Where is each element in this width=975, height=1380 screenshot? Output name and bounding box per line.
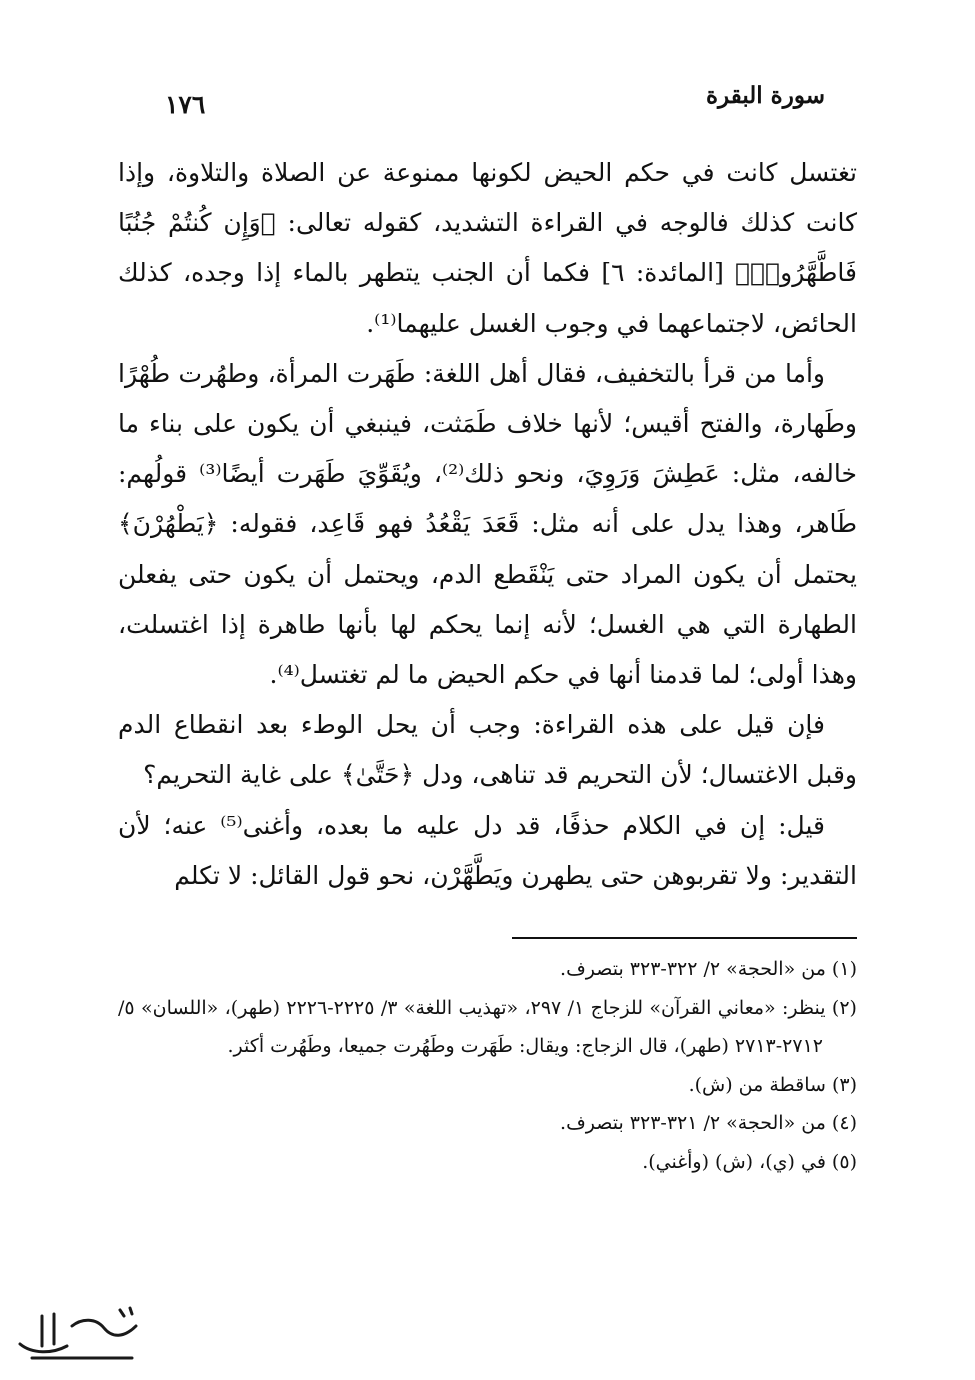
page-header bbox=[165, 82, 825, 122]
footnote-item: (٥) في (ي)، (ش) (وأغني). bbox=[642, 1150, 857, 1173]
paragraph: وأما من قرأ بالتخفيف، فقال أهل اللغة: طَهَرت المرأة، وطهُرت طُهْرًا وطَهارة، والفتح أقيس؛ لأنها خلاف طَمَثت، فينبغي أن يكون على بناء ما خالفه، مثل: عَطِشَ وَرَوِيَ، ونحو ذلك⁽²⁾، ويُقَوِّيَ طَهَرت أيضًا⁽³⁾ قولُهم: طَاهر، وهذا يدل على أنه مثل: قَعَدَ يَقْعُدُ فهو قَاعِد، فقوله: ﴿يَطْهُرْنَ﴾ يحتمل أن يكون المراد حتى يَنْقَطع الدم، ويحتمل أن يكون حتى يفعلن الطهارة التي هي الغسل؛ لأنه إنما يحكم لها بأنها طاهرة إذا اغتسلت، وهذا أولى؛ لما قدمنا أنها في حكم الحيض ما لم تغتسل⁽⁴⁾. bbox=[118, 358, 858, 690]
footnote-item: (٤) من «الحجة» ٢/ ٣٢١-٣٢٣ بتصرف. bbox=[560, 1112, 857, 1134]
footnote-divider bbox=[512, 937, 857, 939]
footnotes-list bbox=[118, 950, 857, 1181]
publisher-logo-icon bbox=[12, 1296, 152, 1366]
footnote-item: (١) من «الحجة» ٢/ ٣٢٢-٣٢٣ بتصرف. bbox=[560, 958, 857, 980]
paragraph: تغتسل كانت في حكم الحيض لكونها ممنوعة عن الصلاة والتلاوة، وإذا كانت كذلك فالوجه في القراءة التشديد، كقوله تعالى: ﴿وَإِن كُنتُمْ جُنُبًا فَاطَّهَّرُوا۟﴾ [المائدة: ٦] فكما أن الجنب يتطهر بالماء إذا وجده، كذلك الحائض، لاجتماعهما في وجوب الغسل عليهما⁽¹⁾. bbox=[118, 158, 857, 338]
surah-title: سورة البقرة bbox=[705, 82, 825, 109]
page-number: ١٧٦ bbox=[165, 90, 206, 119]
paragraph: فإن قيل على هذه القراءة: وجب أن يحل الوطء بعد انقطاع الدم وقبل الاغتسال؛ لأن التحريم قد تناهى، ودل ﴿حَتَّىٰ﴾ على غاية التحريم؟ bbox=[118, 710, 857, 790]
paragraph: قيل: إن في الكلام حذفًا، قد دل عليه ما بعده، وأغنى⁽⁵⁾ عنه؛ لأن التقدير: ولا تقربوهن حتى يطهرن ويَطَّهَّرْن، نحو قول القائل: لا تكلم bbox=[118, 810, 857, 890]
main-text bbox=[118, 148, 857, 901]
footnote-item: (٣) ساقطة من (ش). bbox=[688, 1073, 857, 1096]
footnote-item: (٢) ينظر: «معاني القرآن» للزجاج ١/ ٢٩٧، «تهذيب اللغة» ٣/ ٢٢٢٥-٢٢٢٦ (طهر)، «اللسان» ٥/ ٢٧١٢-٢٧١٣ (طهر)، قال الزجاج: ويقال: طَهَرت وطَهُرت جميعا، وطَهُرت أكثر. bbox=[118, 996, 857, 1057]
